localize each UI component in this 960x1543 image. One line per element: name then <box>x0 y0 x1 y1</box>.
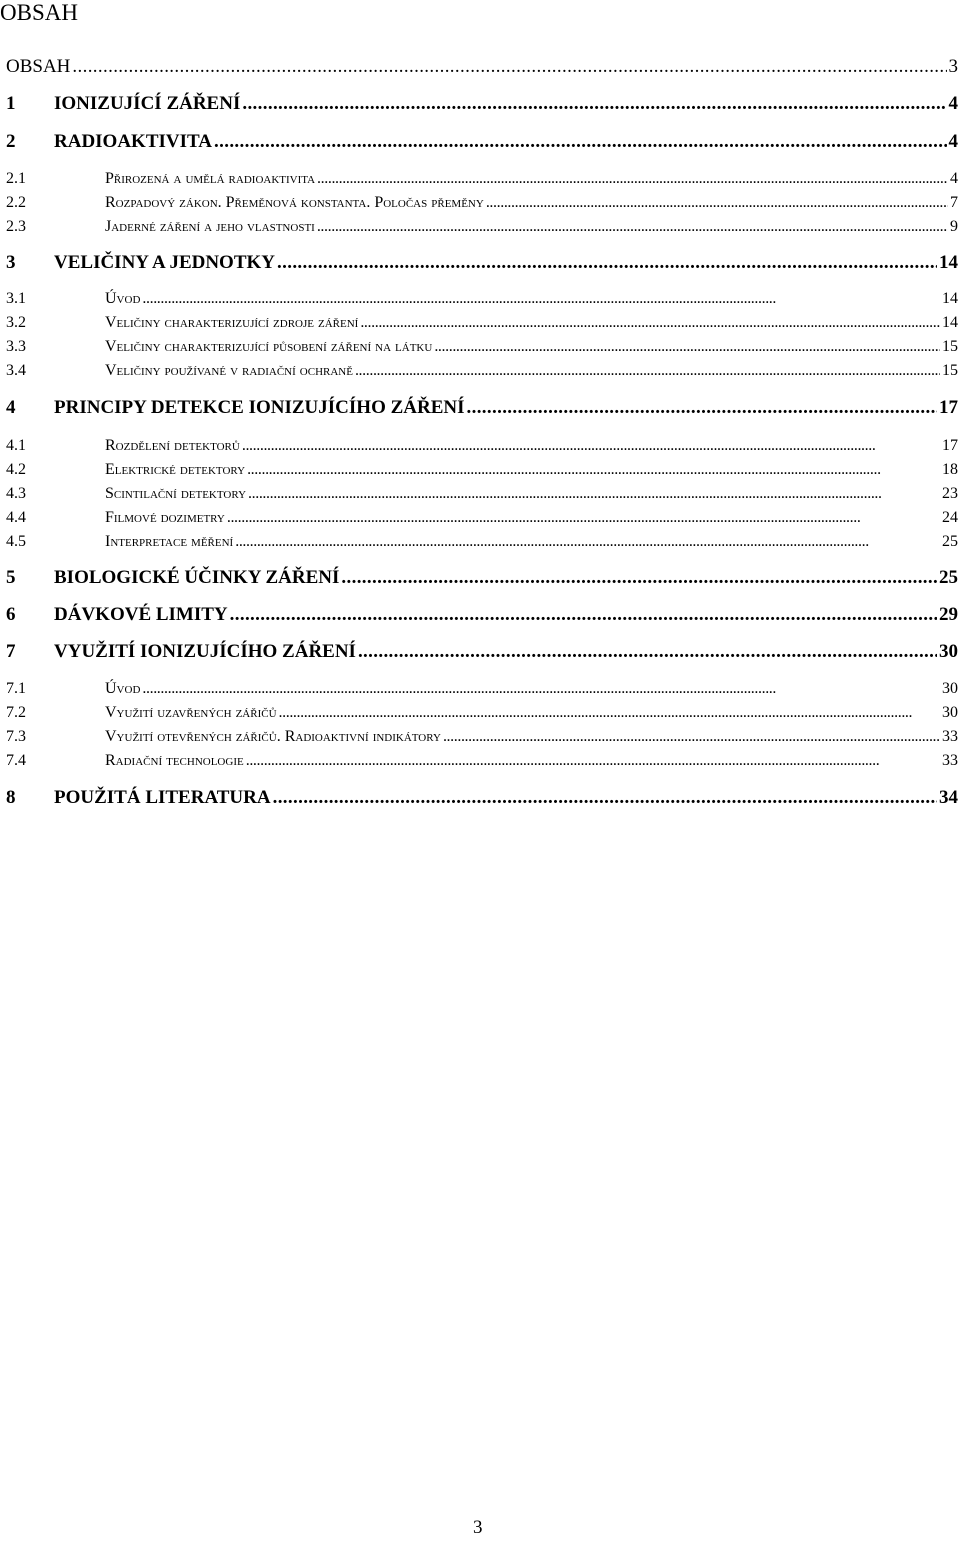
toc-entry[interactable] <box>6 131 958 153</box>
toc-entry[interactable] <box>6 787 958 809</box>
toc-entry-page: 15 <box>942 338 958 355</box>
toc-entry-number: 3.4 <box>6 362 26 379</box>
toc-entry-page: 33 <box>942 752 958 769</box>
toc-entry-page: 17 <box>939 397 958 418</box>
toc-entry-title: Úvod <box>105 680 141 697</box>
toc-entry[interactable] <box>6 485 958 503</box>
toc-entry[interactable] <box>6 218 958 236</box>
toc-entry[interactable] <box>6 752 958 770</box>
toc-entry-page: 14 <box>942 290 958 307</box>
toc-entry[interactable] <box>6 604 958 626</box>
toc-entry-title: VYUŽITÍ IONIZUJÍCÍHO ZÁŘENÍ <box>54 641 356 662</box>
toc-entry-number: 4.1 <box>6 437 26 454</box>
toc-entry[interactable] <box>6 509 958 527</box>
dot-leader <box>317 170 948 188</box>
toc-entry-title: Jaderné záření a jeho vlastnosti <box>105 218 315 235</box>
toc-entry[interactable] <box>6 362 958 380</box>
toc-entry-title: RADIOAKTIVITA <box>54 131 213 152</box>
toc-entry-page: 25 <box>942 533 958 550</box>
page-heading: OBSAH <box>0 0 78 25</box>
toc-entry-title: Rozpadový zákon. Přeměnová konstanta. Poločas přeměny <box>105 194 484 211</box>
toc-entry[interactable] <box>6 728 958 746</box>
toc-entry[interactable] <box>6 290 958 308</box>
toc-entry[interactable] <box>6 194 958 212</box>
dot-leader <box>230 604 937 626</box>
dot-leader <box>486 194 948 212</box>
toc-entry-page: 33 <box>942 728 958 745</box>
toc-entry-title: POUŽITÁ LITERATURA <box>54 787 271 808</box>
dot-leader <box>467 397 938 419</box>
toc-entry-page: 30 <box>942 680 958 697</box>
toc-entry-page: 24 <box>942 509 958 526</box>
toc-entry-title: PRINCIPY DETEKCE IONIZUJÍCÍHO ZÁŘENÍ <box>54 397 465 418</box>
toc-entry-title: Veličiny charakterizující zdroje záření <box>105 314 359 331</box>
toc-entry-page: 23 <box>942 485 958 502</box>
toc-entry-title: Scintilační detektory <box>105 485 247 502</box>
toc-entry-title: VELIČINY A JEDNOTKY <box>54 252 276 273</box>
toc-entry-page: 29 <box>939 604 958 625</box>
dot-leader <box>246 752 940 770</box>
toc-entry-number: 4 <box>6 397 16 418</box>
toc-entry-number: 3 <box>6 252 16 273</box>
toc-entry-title: Interpretace měření <box>105 533 234 550</box>
dot-leader <box>142 680 940 698</box>
toc-entry-title: IONIZUJÍCÍ ZÁŘENÍ <box>54 93 241 114</box>
toc-entry-title: Radiační technologie <box>105 752 244 769</box>
toc-entry-page: 7 <box>950 194 958 211</box>
toc-entry[interactable] <box>6 314 958 332</box>
toc-entry-page: 30 <box>942 704 958 721</box>
toc-entry-number: 7.1 <box>6 680 26 697</box>
toc-entry-title: DÁVKOVÉ LIMITY <box>54 604 228 625</box>
toc-entry-number: 6 <box>6 604 16 625</box>
dot-leader <box>242 437 940 455</box>
toc-entry[interactable] <box>6 567 958 589</box>
toc-entry-title: Elektrické detektory <box>105 461 246 478</box>
toc-entry[interactable] <box>6 437 958 455</box>
toc-entry-title: Úvod <box>105 290 141 307</box>
dot-leader <box>341 567 937 589</box>
dot-leader <box>227 509 940 527</box>
toc-entry[interactable] <box>6 704 958 722</box>
toc-entry-number: 4.4 <box>6 509 26 526</box>
toc-entry-number: 4.5 <box>6 533 26 550</box>
toc-entry-title: Přirozená a umělá radioaktivita <box>105 170 316 187</box>
toc-entry-title: Využití otevřených zářičů. Radioaktivní indikátory <box>105 728 441 745</box>
toc-entry-number: 2.1 <box>6 170 26 187</box>
toc-entry-title: Filmové dozimetry <box>105 509 225 526</box>
toc-entry[interactable] <box>6 338 958 356</box>
dot-leader <box>358 641 937 663</box>
toc-entry[interactable] <box>6 397 958 419</box>
toc-entry-page: 4 <box>950 170 958 187</box>
dot-leader <box>247 461 940 479</box>
toc-entry[interactable] <box>6 56 958 78</box>
toc-entry-number: 2.2 <box>6 194 26 211</box>
dot-leader <box>434 338 940 356</box>
toc-entry-page: 30 <box>939 641 958 662</box>
dot-leader <box>214 131 946 153</box>
toc-entry-number: 7.4 <box>6 752 26 769</box>
toc-entry-title: OBSAH <box>6 56 71 77</box>
toc-entry[interactable] <box>6 252 958 274</box>
dot-leader <box>277 252 937 274</box>
toc-entry-number: 1 <box>6 93 16 114</box>
toc-entry-page: 14 <box>939 252 958 273</box>
toc-entry-number: 3.1 <box>6 290 26 307</box>
dot-leader <box>142 290 940 308</box>
toc-entry-number: 5 <box>6 567 16 588</box>
toc-entry-page: 14 <box>942 314 958 331</box>
toc-entry-number: 4.2 <box>6 461 26 478</box>
toc-entry-page: 3 <box>948 56 958 77</box>
toc-entry-page: 34 <box>939 787 958 808</box>
toc-entry-page: 17 <box>942 437 958 454</box>
toc-entry[interactable] <box>6 461 958 479</box>
toc-entry-title: BIOLOGICKÉ ÚČINKY ZÁŘENÍ <box>54 567 340 588</box>
toc-entry-number: 2 <box>6 131 16 152</box>
dot-leader <box>235 533 940 551</box>
dot-leader <box>355 362 940 380</box>
dot-leader <box>317 218 948 236</box>
page-number: 3 <box>473 1517 483 1538</box>
toc-entry-number: 8 <box>6 787 16 808</box>
dot-leader <box>443 728 940 746</box>
toc-entry[interactable] <box>6 641 958 663</box>
toc-entry[interactable] <box>6 93 958 115</box>
toc-entry-title: Využití uzavřených zářičů <box>105 704 277 721</box>
toc-entry-page: 4 <box>948 131 958 152</box>
toc-entry-title: Veličiny používané v radiační ochraně <box>105 362 353 379</box>
toc-entry[interactable] <box>6 533 958 551</box>
dot-leader <box>279 704 940 722</box>
toc-entry-number: 3.2 <box>6 314 26 331</box>
toc-entry[interactable] <box>6 680 958 698</box>
toc-entry-page: 18 <box>942 461 958 478</box>
toc-entry-title: Rozdělení detektorů <box>105 437 240 454</box>
toc-entry-number: 7 <box>6 641 16 662</box>
dot-leader <box>248 485 940 503</box>
toc-entry-number: 7.2 <box>6 704 26 721</box>
toc-entry-number: 3.3 <box>6 338 26 355</box>
dot-leader <box>360 314 940 332</box>
toc-entry[interactable] <box>6 170 958 188</box>
toc-entry-page: 9 <box>950 218 958 235</box>
toc-entry-number: 7.3 <box>6 728 26 745</box>
dot-leader <box>72 56 946 78</box>
toc-entry-title: Veličiny charakterizující působení záření na látku <box>105 338 433 355</box>
toc-entry-page: 4 <box>948 93 958 114</box>
toc-entry-page: 15 <box>942 362 958 379</box>
toc-entry-number: 2.3 <box>6 218 26 235</box>
toc-entry-page: 25 <box>939 567 958 588</box>
toc-entry-number: 4.3 <box>6 485 26 502</box>
dot-leader <box>242 93 946 115</box>
dot-leader <box>273 787 937 809</box>
